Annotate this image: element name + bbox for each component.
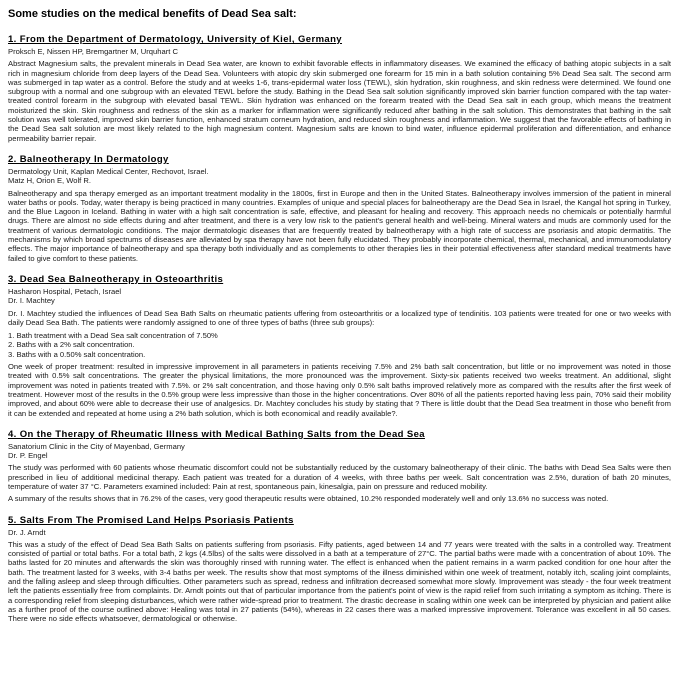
section-heading: 3. Dead Sea Balneotherapy in Osteoarthritis — [8, 273, 224, 285]
section-balneotherapy-dermatology — [8, 154, 671, 263]
affiliation-line: Hasharon Hospital, Petach, Israel — [8, 286, 122, 296]
authors-line: Proksch E, Nissen HP, Bremgartner M, Urquhart C — [8, 47, 178, 56]
affiliation-line: Dermatology Unit, Kaplan Medical Center, Rechovot, Israel. — [8, 166, 209, 176]
body-paragraph: Balneotherapy and spa therapy emerged as an important treatment modality in the 1800s, first in Europe and then in the United States. Balneotherapy involves immersion of the patient in mineral water baths or pools. Today, water therapy is being practiced in many countries. Examples of unique and special places for balneotherapy are the Dead Sea in Israel, the Kangal hot spring in Turkey, and the Blue Lagoon in Iceland. Bathing in water with a high salt concentration is safe, effective, and pleasant for healing and recovery. This approach needs no chemicals or potentially harmful drugs. There are almost no side effects during and after treatment, and there is a very low risk to the patient's general health and well-being. Mineral waters and muds are commonly used for the treatment of various dermatologic conditions. The major dermatologic diseases that are frequently treated by balneotherapy with a high rate of success are psoriasis and atopic dermatitis. The mechanisms by which broad spectrums of diseases are alleviated by spa therapy have not been fully elucidated. They probably incorporate chemical, thermal, mechanical, and immunomodulatory effects. The major importance of balneotherapy and spa therapy both individually and as complements to other therapies lies in their potential effectiveness after standard medical treatments have failed to give comfort to these patients. — [8, 188, 671, 263]
authors-line: Dr. I. Machtey — [8, 296, 55, 306]
section-psoriasis — [8, 515, 671, 624]
list-item: 2. Baths with a 2% salt concentration. — [8, 340, 135, 350]
list-item: 3. Baths with a 0.50% salt concentration. — [8, 349, 146, 359]
body-paragraph: This was a study of the effect of Dead Sea Bath Salts on patients suffering from psoriasis. Fifty patients, aged between 14 and 77 years were treated with the salts in a controlled way. Treatment consisted of partial or total baths. For a total bath, 2 kgs (4.5lbs) of the salts were dissolved in a bath at a temperature of 27°C. The partial baths were made with a concentration of about 10%. The baths lasted for 20 minutes and afterwards the skin was thoroughly rinsed with running water. The effect is enhanced when the patient remains in a warm packed condition for one hour after the bath. The treatment lasted for 3 weeks, with 3-4 baths per week. The results show that most symptoms of the illness diminished within one week of treatment, notably itch, scaling joint complaints, and the falling asleep and sleep through difficulties. Other parameters such as spread, redness and infiltration decreased somewhat more slowly. Improvement was steady - the four week treatment left the patients essentially free from complaints. Dr. Arndt points out that of particular importance from the patient's point of view is the rapid relief from such irritating a symptom as itching. There is a corresponding relief from sleeping disturbances, which were rather wide-spread prior to treatment. The drastic decrease in scaling within one week can be interpreted by physician and patient alike as a further proof of the course outlined above: Healing was total in 27 patients (54%), whereas in 22 cases there was a marked impressive improvement. Tolerance was excellent in all 50 cases. There were no side effects whatsoever, dermatological or otherwise. — [8, 539, 671, 624]
section-heading: 1. From the Department of Dermatology, University of Kiel, Germany — [8, 34, 342, 45]
section-heading: 4. On the Therapy of Rheumatic Illness with Medical Bathing Salts from the Dead Sea — [8, 428, 425, 440]
intro-paragraph: Dr. I. Machtey studied the influences of Dead Sea Bath Salts on rheumatic patients uffering from osteoarthritis or a localized type of tendinitis. 103 patients were treated for one or two weeks with daily Dead Sea Bath. The patients were randomly assigned to one of three types of baths (three sub groups): — [8, 308, 671, 327]
bath-types-list — [8, 331, 671, 359]
affiliation-line: Sanatorium Clinic in the City of Mayenbad, Germany — [8, 441, 185, 451]
section-heading: 5. Salts From The Promised Land Helps Psoriasis Patients — [8, 514, 294, 526]
section-heading: 2. Balneotherapy In Dermatology — [8, 153, 169, 165]
authors-line: Dr. P. Engel — [8, 451, 48, 461]
list-item: 1. Bath treatment with a Dead Sea salt concentration of 7.50% — [8, 331, 218, 341]
section-osteoarthritis — [8, 274, 671, 418]
section-kiel-dermatology — [8, 34, 671, 143]
summary-paragraph: A summary of the results shows that in 76.2% of the cases, very good therapeutic results were obtained, 10.2% responded moderately well and only 13.6% no success was noted. — [8, 494, 609, 504]
results-paragraph: One week of proper treatment: resulted in impressive improvement in all parameters in patients receiving 7.5% and 2% bath salt concentration, but little or no improvement was noted in those treated with 0.5% salt concentrations. The greater the physical limitations, the more pronounced was the improvement. Sixty-six patients received two weeks treatment. An additional, slight improvement was noted in patients treated with 7.5%. or 2% salt concentration, and those having only 0.5% salt baths improved relatively more as compared with the results after the first week of treatment. However most of the results in the 0.5% group were less impressive than those in the higher concentrations. Over 80% of all the patients reported having less pain, 70% said their mobility improved, and about 60% were able to decrease their use of analgesics. Dr. Machtey concludes his study by stating that ? There is little doubt that the Dead Sea treatment in those who benefit from it can be extended and repeated at home using a 2% bath solution, which is both economical and readily available?. — [8, 362, 671, 418]
page-title: Some studies on the medical benefits of Dead Sea salt: — [8, 8, 297, 20]
authors-line: Matz H, Orion E, Wolf R. — [8, 176, 91, 186]
authors-line: Dr. J. Arndt — [8, 527, 46, 537]
section-rheumatic-illness — [8, 429, 671, 504]
abstract-paragraph: Abstract Magnesium salts, the prevalent minerals in Dead Sea water, are known to exhibit favorable effects in inflammatory diseases. We examined the efficacy of bathing atopic subjects in a salt rich in magnesium chloride from deep layers of the Dead Sea. Volunteers with atopic dry skin submerged one forearm for 15 min in a bath solution containing 5% Dead Sea salt. The second arm was submerged in tap water as a control. Before the study and at weeks 1-6, trans-epidermal water loss (TEWL), skin hydration, skin roughness, and skin redness were determined. We found one subgroup with a normal and one subgroup with an elevated TEWL before the study. Bathing in the Dead Sea salt solution significantly improved skin barrier function compared with the tap water-treated control forearm in the subgroup with elevated basal TEWL. Skin hydration was enhanced on the forearm treated with the Dead Sea salt in each group, which means the treatment moisturized the skin. Skin roughness and redness of the skin as a marker for inflammation were significantly reduced after bathing in the salt solution. This demonstrates that bathing in the salt solution was well tolerated, improved skin barrier function, enhanced stratum corneum hydration, and reduced skin roughness and inflammation. We suggest that the favorable effects of bathing in the Dead Sea salt solution are most likely related to the high magnesium content. Magnesium salts are known to bind water, influence epidermal proliferation and differentiation, and enhance permeability barrier repair. — [8, 59, 671, 143]
body-paragraph: The study was performed with 60 patients whose rheumatic discomfort could not be substantially reduced by the customary balneotherapy of their clinic. The baths with Dead Sea Salts were then prescribed in lieu of additional medicinal therapy. Each patient was treated for a duration of 4 weeks, with three baths per week. Salt concentration was 2.5%, duration of bath 20 minutes, temperature of water 37 °C. Parameters examined included: Pain at rest, spontaneous pain, kinesalgia, pain on pressure and reduced mobility. — [8, 463, 671, 491]
